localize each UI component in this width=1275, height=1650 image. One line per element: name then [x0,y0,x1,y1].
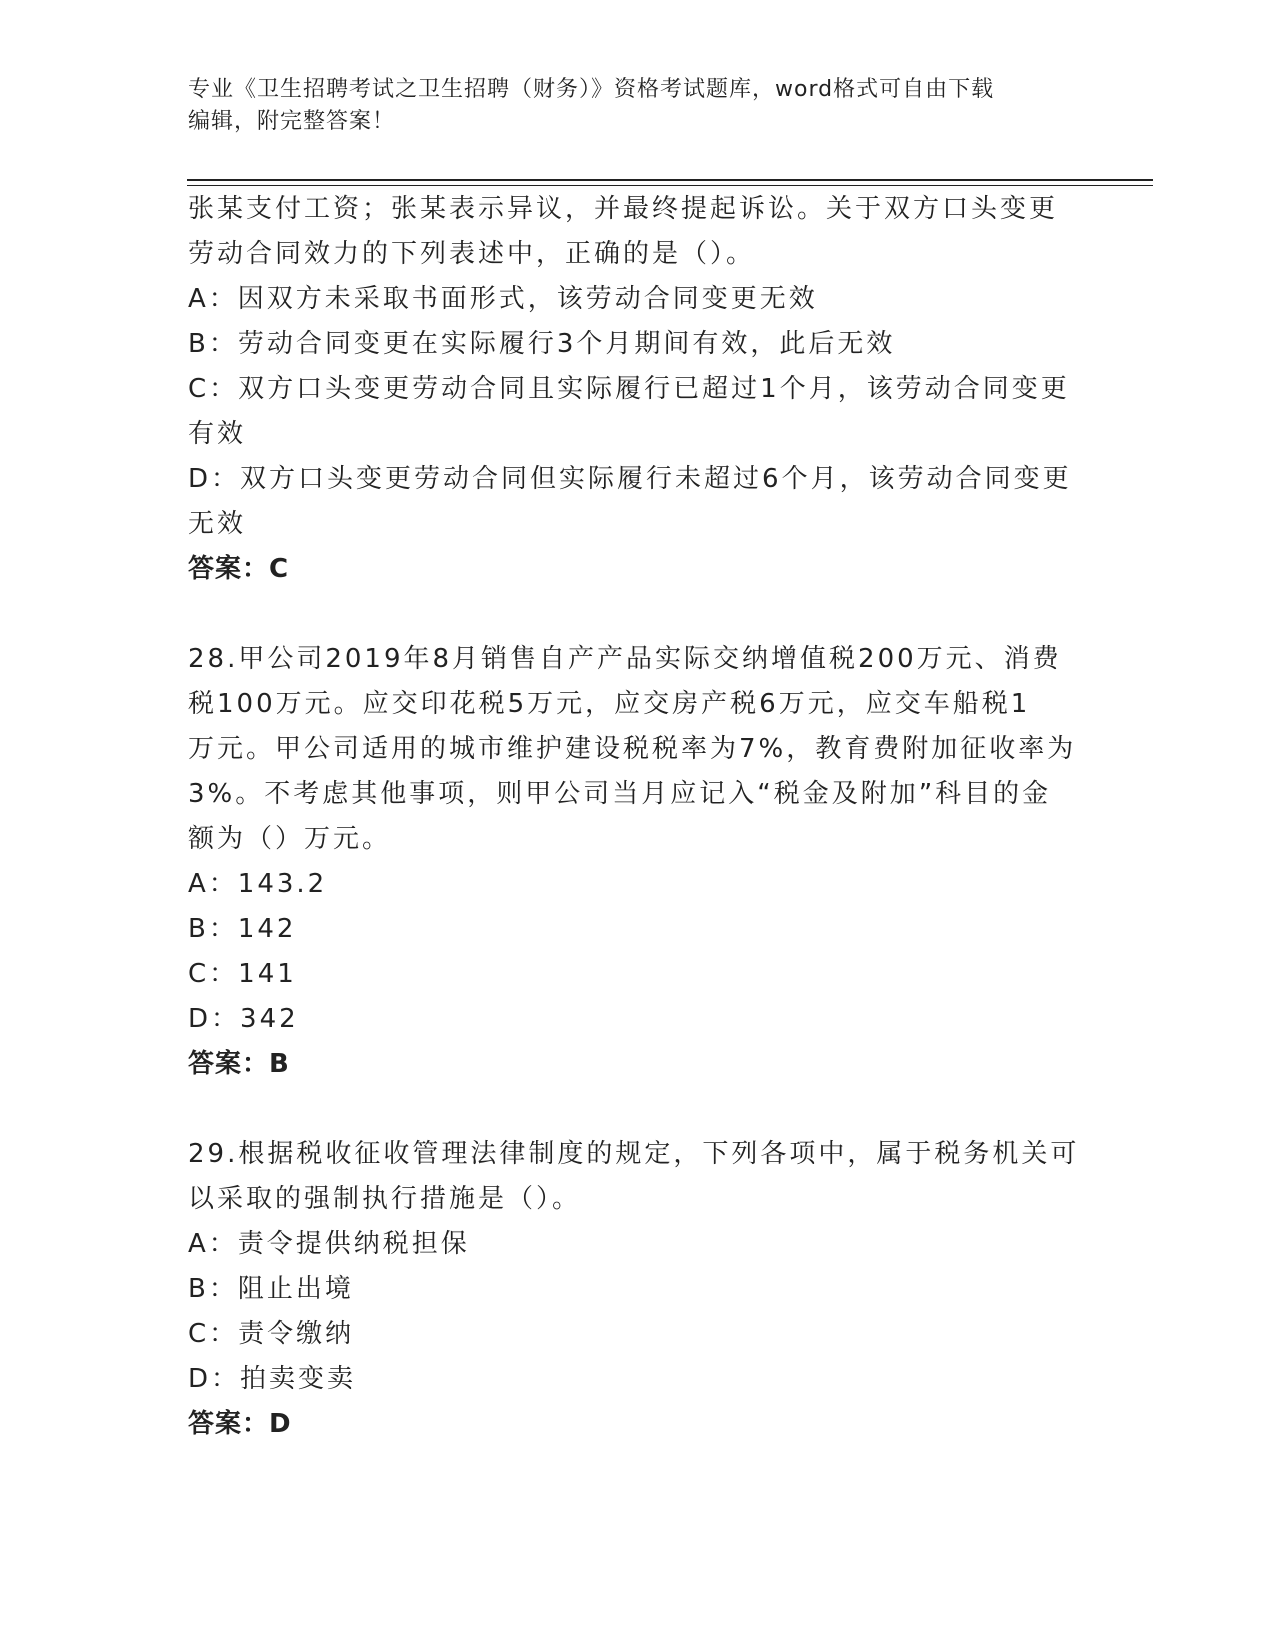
question-stem-line: 劳动合同效力的下列表述中，正确的是（）。 [188,239,756,269]
option-d: D：双方口头变更劳动合同但实际履行未超过6个月，该劳动合同变更 [188,464,1072,494]
answer-label: 答案：D [188,1409,292,1439]
page-header [188,74,1088,138]
option-c: C：责令缴纳 [188,1319,355,1349]
question-stem-line: 以采取的强制执行措施是（）。 [188,1184,582,1214]
header-rule-thin [187,185,1153,186]
option-a: A：143.2 [188,869,328,899]
option-b: B：142 [188,914,297,944]
question-list [188,187,1088,1447]
option-b: B：阻止出境 [188,1274,354,1304]
option-c-continued: 有效 [188,419,247,449]
question-stem-line: 28.甲公司2019年8月销售自产产品实际交纳增值税200万元、消费 [188,644,1062,674]
option-c: C：双方口头变更劳动合同且实际履行已超过1个月，该劳动合同变更 [188,374,1070,404]
option-d: D：拍卖变卖 [188,1364,357,1394]
question-stem-line: 额为（）万元。 [188,824,392,854]
header-line-2: 编辑，附完整答案！ [188,109,396,134]
option-a: A：因双方未采取书面形式，该劳动合同变更无效 [188,284,818,314]
option-d-continued: 无效 [188,509,247,539]
question-stem-line: 3%。不考虑其他事项，则甲公司当月应记入“税金及附加”科目的金 [188,779,1052,809]
option-a: A：责令提供纳税担保 [188,1229,470,1259]
question-stem-line: 税100万元。应交印花税5万元，应交房产税6万元，应交车船税1 [188,689,1031,719]
option-c: C：141 [188,959,297,989]
header-line-1: 专业《卫生招聘考试之卫生招聘（财务）》资格考试题库，word格式可自由下载 [188,77,995,102]
question-28 [188,637,1088,1087]
question-stem-line: 张某支付工资；张某表示异议，并最终提起诉讼。关于双方口头变更 [188,194,1059,224]
header-rule-thick [187,179,1153,181]
question-spacer [188,592,1088,637]
answer-label: 答案：C [188,554,290,584]
question-spacer [188,1087,1088,1132]
option-b: B：劳动合同变更在实际履行3个月期间有效，此后无效 [188,329,896,359]
question-27 [188,187,1088,592]
question-stem-line: 29.根据税收征收管理法律制度的规定，下列各项中，属于税务机关可 [188,1139,1080,1169]
option-d: D：342 [188,1004,299,1034]
question-stem-line: 万元。甲公司适用的城市维护建设税税率为7%，教育费附加征收率为 [188,734,1077,764]
question-29 [188,1132,1088,1447]
answer-label: 答案：B [188,1049,290,1079]
